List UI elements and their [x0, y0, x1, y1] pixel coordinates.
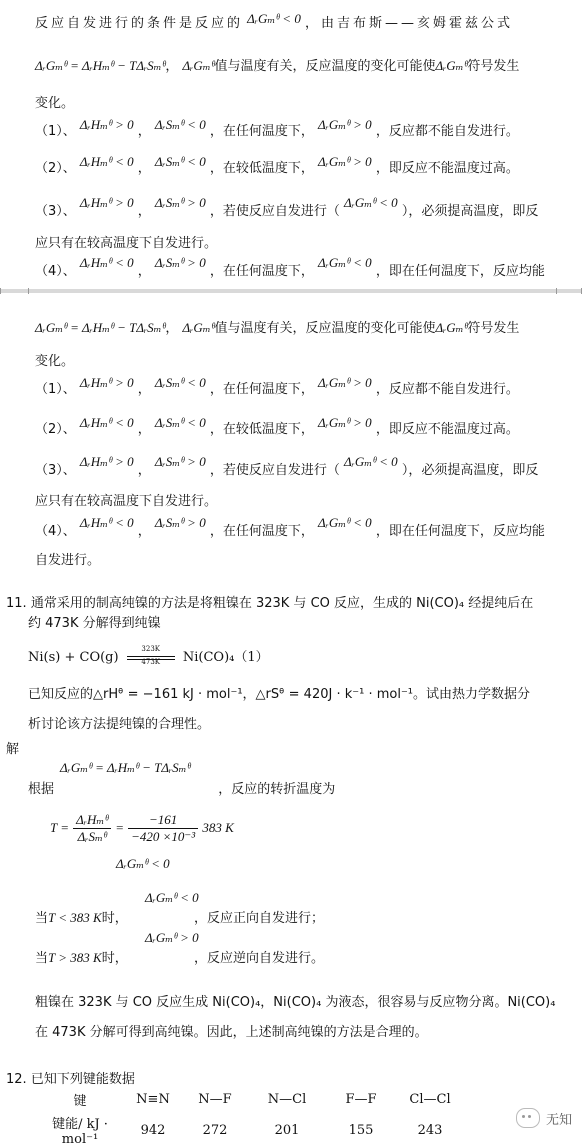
case-label: （1）、 — [35, 382, 76, 397]
intro-gibbs-condition: ΔᵣGₘᶿ < 0 — [247, 11, 301, 26]
case-text: ，若使反应自发进行（ — [209, 204, 340, 219]
entropy-cond: ΔᵣSₘᶿ < 0 — [154, 375, 206, 390]
case-4-cont: 自发进行。 — [35, 553, 101, 568]
intro-text-b: ，由吉布斯——亥姆霍兹公式 — [304, 16, 513, 31]
enthalpy-cond: ΔᵣHₘᶿ > 0 — [79, 117, 134, 132]
case-1 — [35, 117, 519, 139]
enthalpy-cond: ΔᵣHₘᶿ > 0 — [79, 195, 134, 210]
frac-den: ΔᵣSₘᶿ — [77, 829, 107, 844]
enthalpy-cond: ΔᵣHₘᶿ < 0 — [79, 255, 134, 270]
gibbs-lt-cond — [145, 890, 199, 906]
case-text: ，若使反应自发进行（ — [209, 463, 340, 478]
entropy-cond: ΔᵣSₘᶿ < 0 — [154, 117, 206, 132]
page-separator — [0, 288, 582, 294]
gibbs-symbol: ΔᵣGₘᶿ — [182, 58, 215, 73]
conclusion-2: 在 473K 分解可得到高纯镍。因此，上述制高纯镍的方法是合理的。 — [35, 1025, 428, 1040]
case-result: ，即反应不能温度过高。 — [375, 161, 519, 176]
table-cell: 243 — [417, 1122, 443, 1138]
table-row-label: 键能/ kJ · mol⁻¹ — [52, 1117, 108, 1147]
comma: ， — [137, 204, 151, 219]
q11-text: 通常采用的制高纯镍的方法是将粗镍在 323K 与 CO 反应，生成的 Ni(CO)₄ 经提纯后在 — [30, 596, 534, 611]
comma: ， — [137, 264, 151, 279]
gibbs-gt-cond — [145, 930, 199, 946]
table-cell: 201 — [274, 1122, 300, 1138]
comma: ， — [165, 321, 179, 336]
case-text: ，在较低温度下， — [209, 161, 314, 176]
watermark-text: 无知 — [546, 1112, 573, 1128]
enthalpy-cond: ΔᵣHₘᶿ < 0 — [79, 154, 134, 169]
q11-text-2: 约 473K 分解得到纯镍 — [28, 616, 161, 631]
entropy-cond: ΔᵣSₘᶿ < 0 — [154, 415, 206, 430]
gibbs-line — [35, 317, 519, 336]
case-label: （4）、 — [35, 264, 76, 279]
separator-tick — [0, 288, 1, 294]
q12-line — [6, 1068, 135, 1087]
gibbs-cond: ΔᵣGₘᶿ > 0 — [145, 930, 199, 945]
comma: ， — [137, 124, 151, 139]
entropy-cond: ΔᵣSₘᶿ > 0 — [154, 515, 206, 530]
case-text: ，在任何温度下， — [209, 524, 314, 539]
table-header-row — [35, 1086, 463, 1113]
gibbs-symbol: ΔᵣGₘᶿ — [435, 320, 468, 335]
table-header: N—Cl — [267, 1092, 307, 1107]
enthalpy-cond: ΔᵣHₘᶿ > 0 — [79, 375, 134, 390]
temp-cond: T > 383 K — [48, 950, 102, 965]
comma: ， — [137, 524, 151, 539]
case-2 — [35, 154, 519, 176]
q12-text: 已知下列键能数据 — [30, 1072, 135, 1087]
fraction-symbolic — [73, 812, 111, 845]
bianhua-text: 变化。 — [35, 96, 75, 111]
gibbs-cond: ΔᵣGₘᶿ < 0 — [344, 454, 398, 469]
case-3-cont: 应只有在较高温度下自发进行。 — [35, 236, 218, 251]
gibbs-cond-0 — [116, 856, 170, 872]
table-cell: 155 — [348, 1122, 374, 1138]
enthalpy-cond: ΔᵣHₘᶿ > 0 — [79, 454, 134, 469]
arrow-line — [127, 656, 175, 657]
case-2 — [35, 415, 519, 437]
frac-den: −420 ×10⁻³ — [131, 829, 196, 844]
solution-gibbs — [60, 760, 190, 776]
gibbs-text: 值与温度有关，反应温度的变化可能使 — [214, 321, 436, 336]
watermark — [516, 1108, 572, 1128]
eq-reverse-temp: 473K — [141, 657, 161, 666]
case-label: （1）、 — [35, 124, 76, 139]
case-label: （4）、 — [35, 524, 76, 539]
solution-label: 解 — [6, 742, 20, 757]
frac-num: −161 — [128, 812, 198, 829]
conclusion-1: 粗镍在 323K 与 CO 反应生成 Ni(CO)₄，Ni(CO)₄ 为液态，很容易与反应物分离。Ni(CO)₄ — [35, 995, 556, 1010]
case-result: ，反应逆向自发进行。 — [194, 951, 325, 966]
gibbs-cond: ΔᵣGₘᶿ < 0 — [116, 856, 170, 871]
table-row — [35, 1113, 463, 1147]
genju-text: 根据 — [28, 782, 55, 797]
case-3 — [35, 195, 539, 219]
case-text: ，在任何温度下， — [209, 124, 314, 139]
gibbs-cond: ΔᵣGₘᶿ > 0 — [318, 154, 372, 169]
gibbs-symbol: ΔᵣGₘᶿ — [182, 320, 215, 335]
gibbs-cond: ΔᵣGₘᶿ > 0 — [318, 117, 372, 132]
eq-left: Ni(s) + CO(g) — [28, 650, 119, 665]
gibbs-formula: ΔᵣGₘᶿ = ΔᵣHₘᶿ − TΔᵣSₘᶿ — [35, 58, 166, 73]
case-label: （2）、 — [35, 161, 76, 176]
enthalpy-cond: ΔᵣHₘᶿ < 0 — [79, 515, 134, 530]
comma: ， — [137, 463, 151, 478]
q11-line-1 — [6, 592, 533, 611]
case-1 — [35, 375, 519, 397]
equals: = — [115, 820, 124, 835]
case-result: ），必须提高温度，即反 — [401, 463, 539, 478]
entropy-cond: ΔᵣSₘᶿ > 0 — [154, 195, 206, 210]
shi-text: 时， — [101, 951, 128, 966]
comma: ， — [137, 161, 151, 176]
gibbs-cond: ΔᵣGₘᶿ < 0 — [318, 515, 372, 530]
gibbs-formula: ΔᵣGₘᶿ = ΔᵣHₘᶿ − TΔᵣSₘᶿ — [60, 760, 191, 775]
separator-tick — [28, 288, 29, 294]
gibbs-symbol: ΔᵣGₘᶿ — [435, 58, 468, 73]
comma: ， — [137, 382, 151, 397]
entropy-cond: ΔᵣSₘᶿ < 0 — [154, 154, 206, 169]
case-result: ），必须提高温度，即反 — [401, 204, 539, 219]
table-header: F—F — [345, 1092, 377, 1107]
q11-number: 11. — [6, 596, 27, 611]
case-text: ，在任何温度下， — [209, 264, 314, 279]
q11-given-1: 已知反应的△rHᶿ = −161 kJ · mol⁻¹，△rSᶿ = 420J · k⁻¹ · mol⁻¹。试由热力学数据分 — [28, 687, 531, 702]
case-result: ，反应都不能自发进行。 — [375, 382, 519, 397]
gibbs-cond: ΔᵣGₘᶿ < 0 — [318, 255, 372, 270]
gibbs-line — [35, 55, 519, 74]
gibbs-cond: ΔᵣGₘᶿ < 0 — [344, 195, 398, 210]
case-gt — [35, 947, 324, 966]
gibbs-cond: ΔᵣGₘᶿ > 0 — [318, 375, 372, 390]
gibbs-formula: ΔᵣGₘᶿ = ΔᵣHₘᶿ − TΔᵣSₘᶿ — [35, 320, 166, 335]
case-result: ，即在任何温度下，反应均能 — [375, 524, 545, 539]
gibbs-text: 值与温度有关，反应温度的变化可能使 — [214, 59, 436, 74]
entropy-cond: ΔᵣSₘᶿ > 0 — [154, 454, 206, 469]
case-label: （3）、 — [35, 463, 76, 478]
gibbs-cond: ΔᵣGₘᶿ < 0 — [145, 890, 199, 905]
case-result: ，即反应不能温度过高。 — [375, 422, 519, 437]
case-text: ，在任何温度下， — [209, 382, 314, 397]
gibbs-text: 符号发生 — [467, 59, 520, 74]
table-cell: 272 — [202, 1122, 228, 1138]
q12-number: 12. — [6, 1072, 27, 1087]
shi-text: 时， — [101, 911, 128, 926]
intro-line — [35, 12, 513, 31]
T-value: 383 K — [202, 820, 234, 835]
case-text: ，在较低温度下， — [209, 422, 314, 437]
q11-given-2: 析讨论该方法提纯镍的合理性。 — [28, 717, 211, 732]
case-label: （3）、 — [35, 204, 76, 219]
separator-tick — [556, 288, 557, 294]
turning-temp-formula — [50, 812, 234, 845]
eq-right: Ni(CO)₄（1） — [182, 650, 269, 665]
q11-equation — [28, 646, 269, 669]
dang-text: 当 — [35, 951, 49, 966]
table-header: N≡N — [136, 1092, 170, 1107]
comma: ， — [137, 422, 151, 437]
case-result: ，反应正向自发进行； — [194, 911, 325, 926]
frac-num: ΔᵣHₘᶿ — [73, 812, 111, 829]
T-lhs: T = — [50, 820, 70, 835]
wechat-icon — [516, 1108, 540, 1128]
entropy-cond: ΔᵣSₘᶿ > 0 — [154, 255, 206, 270]
solution-genju — [28, 778, 335, 797]
table-header: Cl—Cl — [409, 1092, 451, 1107]
dang-text: 当 — [35, 911, 49, 926]
case-4 — [35, 515, 545, 539]
case-3-cont: 应只有在较高温度下自发进行。 — [35, 494, 218, 509]
gibbs-cond: ΔᵣGₘᶿ > 0 — [318, 415, 372, 430]
reversible-arrow-icon — [123, 644, 179, 669]
case-result: ，反应都不能自发进行。 — [375, 124, 519, 139]
bond-energy-table — [35, 1086, 463, 1147]
case-4 — [35, 255, 545, 279]
gibbs-text: 符号发生 — [467, 321, 520, 336]
enthalpy-cond: ΔᵣHₘᶿ < 0 — [79, 415, 134, 430]
temp-cond: T < 383 K — [48, 910, 102, 925]
intro-text-a: 反应自发进行的条件是反应的 — [35, 16, 244, 31]
bianhua-text: 变化。 — [35, 354, 75, 369]
genju-tail: ，反应的转折温度为 — [218, 782, 336, 797]
comma: ， — [165, 59, 179, 74]
case-3 — [35, 454, 539, 478]
fraction-numeric — [128, 812, 198, 845]
eq-forward-temp: 323K — [141, 644, 161, 653]
case-label: （2）、 — [35, 422, 76, 437]
case-lt — [35, 907, 324, 926]
table-header: 键 — [73, 1094, 87, 1109]
case-result: ，即在任何温度下，反应均能 — [375, 264, 545, 279]
table-cell: 942 — [140, 1122, 166, 1138]
table-header: N—F — [198, 1092, 232, 1107]
